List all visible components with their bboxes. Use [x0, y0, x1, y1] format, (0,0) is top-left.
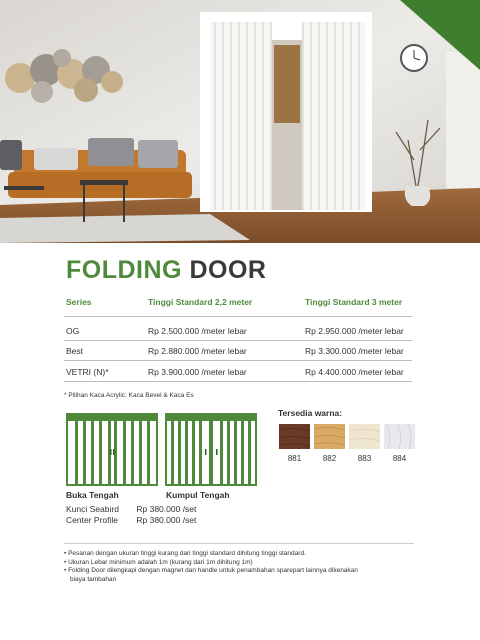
table-row-price-3: Rp 2.950.000 /meter lebar [305, 326, 404, 336]
door-label-kumpul-tengah: Kumpul Tengah [166, 490, 230, 500]
color-code-881: 881 [287, 454, 302, 463]
bottom-notes [64, 543, 414, 584]
table-rule [64, 316, 412, 317]
color-code-884: 884 [392, 454, 407, 463]
hero-room-photo [0, 0, 480, 243]
table-row-price-22: Rp 3.900.000 /meter lebar [148, 367, 247, 377]
color-swatch-884 [384, 424, 415, 449]
color-swatch-883 [349, 424, 380, 449]
table-rule [64, 340, 412, 341]
accessory-name: Kunci Seabird [66, 504, 119, 514]
table-header-series: Series [66, 297, 92, 307]
colors-title: Tersedia warna: [278, 408, 343, 418]
table-row-series: VETRI (N)* [66, 367, 109, 377]
accessory-price: Rp 380.000 /set [136, 504, 197, 514]
note-line: biaya tambahan [70, 575, 117, 583]
color-swatch-882 [314, 424, 345, 449]
table-row-price-22: Rp 2.880.000 /meter lebar [148, 346, 247, 356]
door-diagram-buka-tengah [66, 413, 158, 491]
title-part-door: DOOR [189, 256, 267, 284]
accessory-name: Center Profile [66, 515, 118, 525]
table-header-height-22: Tinggi Standard 2,2 meter [148, 297, 253, 307]
table-row-series: Best [66, 346, 84, 356]
color-code-883: 883 [357, 454, 372, 463]
color-code-882: 882 [322, 454, 337, 463]
table-header-height-3: Tinggi Standard 3 meter [305, 297, 403, 307]
accessory-item [66, 504, 196, 514]
table-row-price-22: Rp 2.500.000 /meter lebar [148, 326, 247, 336]
table-rule [64, 360, 412, 361]
door-label-buka-tengah: Buka Tengah [66, 490, 119, 500]
table-rule [64, 381, 412, 382]
door-diagram-kumpul-tengah [165, 413, 257, 491]
color-swatch-881 [279, 424, 310, 449]
accessory-price: Rp 380.000 /set [136, 515, 197, 525]
page-title [66, 256, 266, 285]
note-line: • Folding Door dilengkapi dengan magnet dan handle untuk penambahan sparepart lainnya dikenakan [64, 567, 358, 575]
title-part-folding: FOLDING [66, 256, 182, 284]
note-line: • Ukuran Lebar minimum adalah 1m (kurang dari 1m dihitung 1m) [64, 558, 253, 566]
table-row-price-3: Rp 3.300.000 /meter lebar [305, 346, 404, 356]
table-row-series: OG [66, 326, 80, 336]
table-footnote: * Pilihan Kaca Acrylic: Kaca Bevel & Kaca Es [64, 392, 194, 399]
accessory-item [66, 515, 196, 525]
table-row-price-3: Rp 4.400.000 /meter lebar [305, 367, 404, 377]
note-line: • Pesanan dengan ukuran tinggi kurang dari tinggi standard dihitung tinggi standard. [64, 550, 306, 557]
